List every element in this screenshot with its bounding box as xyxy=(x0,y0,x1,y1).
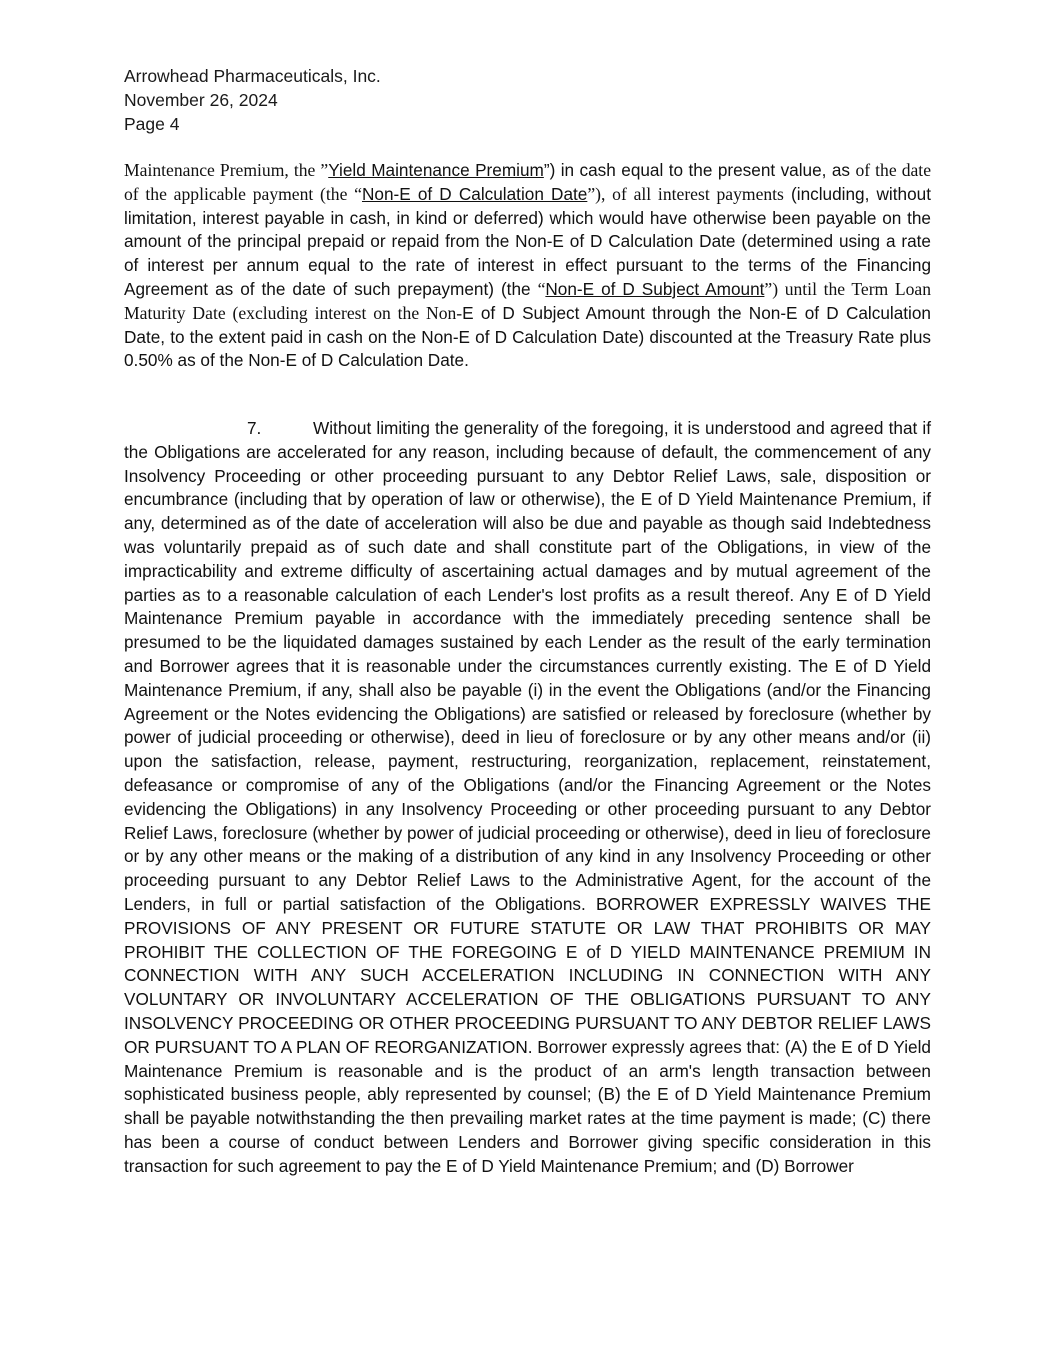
paragraph-text-segment: ”) in cash equal to the present value, as xyxy=(543,160,856,180)
letter-date: November 26, 2024 xyxy=(124,90,278,110)
paragraph-text-segment: (including, without limitation, interest payable in cash, in kind or deferred) which would have otherwise been payable on the amount of the principal prepaid or repaid from the Non-E of D Calculation Date (determined using a rate of interest per annum equal to the rate of interest in effect pursuant to the terms of the Financing Agreement as of the date of such prepayment) (the xyxy=(124,183,931,299)
defined-term-calculation-date: Non-E of D Calculation Date xyxy=(361,183,588,204)
paragraph-text-segment: Maintenance Premium, the ” xyxy=(124,160,329,180)
letter-header xyxy=(124,64,724,136)
paragraph-text-segment: ”) until the Term Loan Maturity Date (excluding interest on the Non- xyxy=(124,278,931,323)
page-number: Page 4 xyxy=(124,114,180,134)
defined-term-subject-amount: Non-E of D Subject Amount xyxy=(545,278,765,299)
paragraph-number: 7. xyxy=(247,418,262,438)
paragraph-text-segment: ”), of all interest payments xyxy=(587,183,784,204)
defined-term-yield-maintenance-premium: Yield Maintenance Premium xyxy=(328,160,544,180)
paragraph-text-segment: of the date of the applicable payment (the “ xyxy=(124,160,932,204)
paragraph-7-text: Without limiting the generality of the foregoing, it is understood and agreed that if the Obligations are accelerated for any reason, including because of default, the commencement of any Insolvency Proceeding or other proceeding pursuant to any Debtor Relief Laws, sale, disposition or encumbrance (including that by operation of law or otherwise), the E of D Yield Maintenance Premium, if any, determined as of the date of acceleration will also be due and payable as though said Indebtedness was voluntarily prepaid as of such date and shall constitute part of the Obligations, in view of the impracticability and extreme difficulty of ascertaining actual damages and by mutual agreement of the parties as to a reasonable calculation of each Lender's lost profits as a result thereof. Any E of D Yield Maintenance Premium payable in accordance with the immediately preceding sentence shall be presumed to be the liquidated damages sustained by each Lender as the result of the early termination and Borrower agrees that it is reasonable under the circumstances currently existing. The E of D Yield Maintenance Premium, if any, shall also be payable (i) in the event the Obligations (and/or the Financing Agreement or the Notes evidencing the Obligations) are satisfied or released by foreclosure (whether by power of judicial proceeding or otherwise), deed in lieu of foreclosure or by any other means and/or (ii) upon the satisfaction, release, payment, restructuring, reorganization, replacement, reinstatement, defeasance or compromise of any of the Obligations (and/or the Financing Agreement or the Notes evidencing the Obligations) in any Insolvency Proceeding or other proceeding pursuant to any Debtor Relief Laws, foreclosure (whether by power of judicial proceeding or otherwise), deed in lieu of foreclosure or by any other means or the making of a distribution of any kind in any Insolvency Proceeding or other proceeding pursuant to any Debtor Relief Laws to the Administrative Agent, for the account of the Lenders, in full or partial satisfaction of the Obligations. BORROWER EXPRESSLY WAIVES THE PROVISIONS OF ANY PRESENT OR FUTURE STATUTE OR LAW THAT PROHIBITS OR MAY PROHIBIT THE COLLECTION OF THE FOREGOING E of D YIELD MAINTENANCE PREMIUM IN CONNECTION WITH ANY SUCH ACCELERATION INCLUDING IN CONNECTION WITH ANY VOLUNTARY OR INVOLUNTARY ACCELERATION OF THE OBLIGATIONS PURSUANT TO ANY INSOLVENCY PROCEEDING OR OTHER PROCEEDING PURSUANT TO ANY DEBTOR RELIEF LAWS OR PURSUANT TO A PLAN OF REORGANIZATION. Borrower expressly agrees that: (A) the E of D Yield Maintenance Premium is reasonable and is the product of an arm's length transaction between sophisticated business people, ably represented by counsel; (B) the E of D Yield Maintenance Premium shall be payable notwithstanding the then prevailing market rates at the time payment is made; (C) there has been a course of conduct between Lenders and Borrower giving specific consideration in this transaction for such agreement to pay the E of D Yield Maintenance Premium; and (D) Borrower xyxy=(124,418,931,1176)
paragraph-text-segment: “ xyxy=(537,278,546,299)
paragraph-7 xyxy=(124,417,931,1179)
company-name: Arrowhead Pharmaceuticals, Inc. xyxy=(124,66,381,86)
paragraph-yield-maintenance-definition xyxy=(124,159,931,373)
paragraph-text-segment: E of D Subject Amount through the Non-E of D Calculation Date, to the extent paid in cash on the Non-E of D Calculation Date) discounted at the Treasury Rate plus 0.50% as of the Non-E of D Calculation Date. xyxy=(124,302,931,371)
